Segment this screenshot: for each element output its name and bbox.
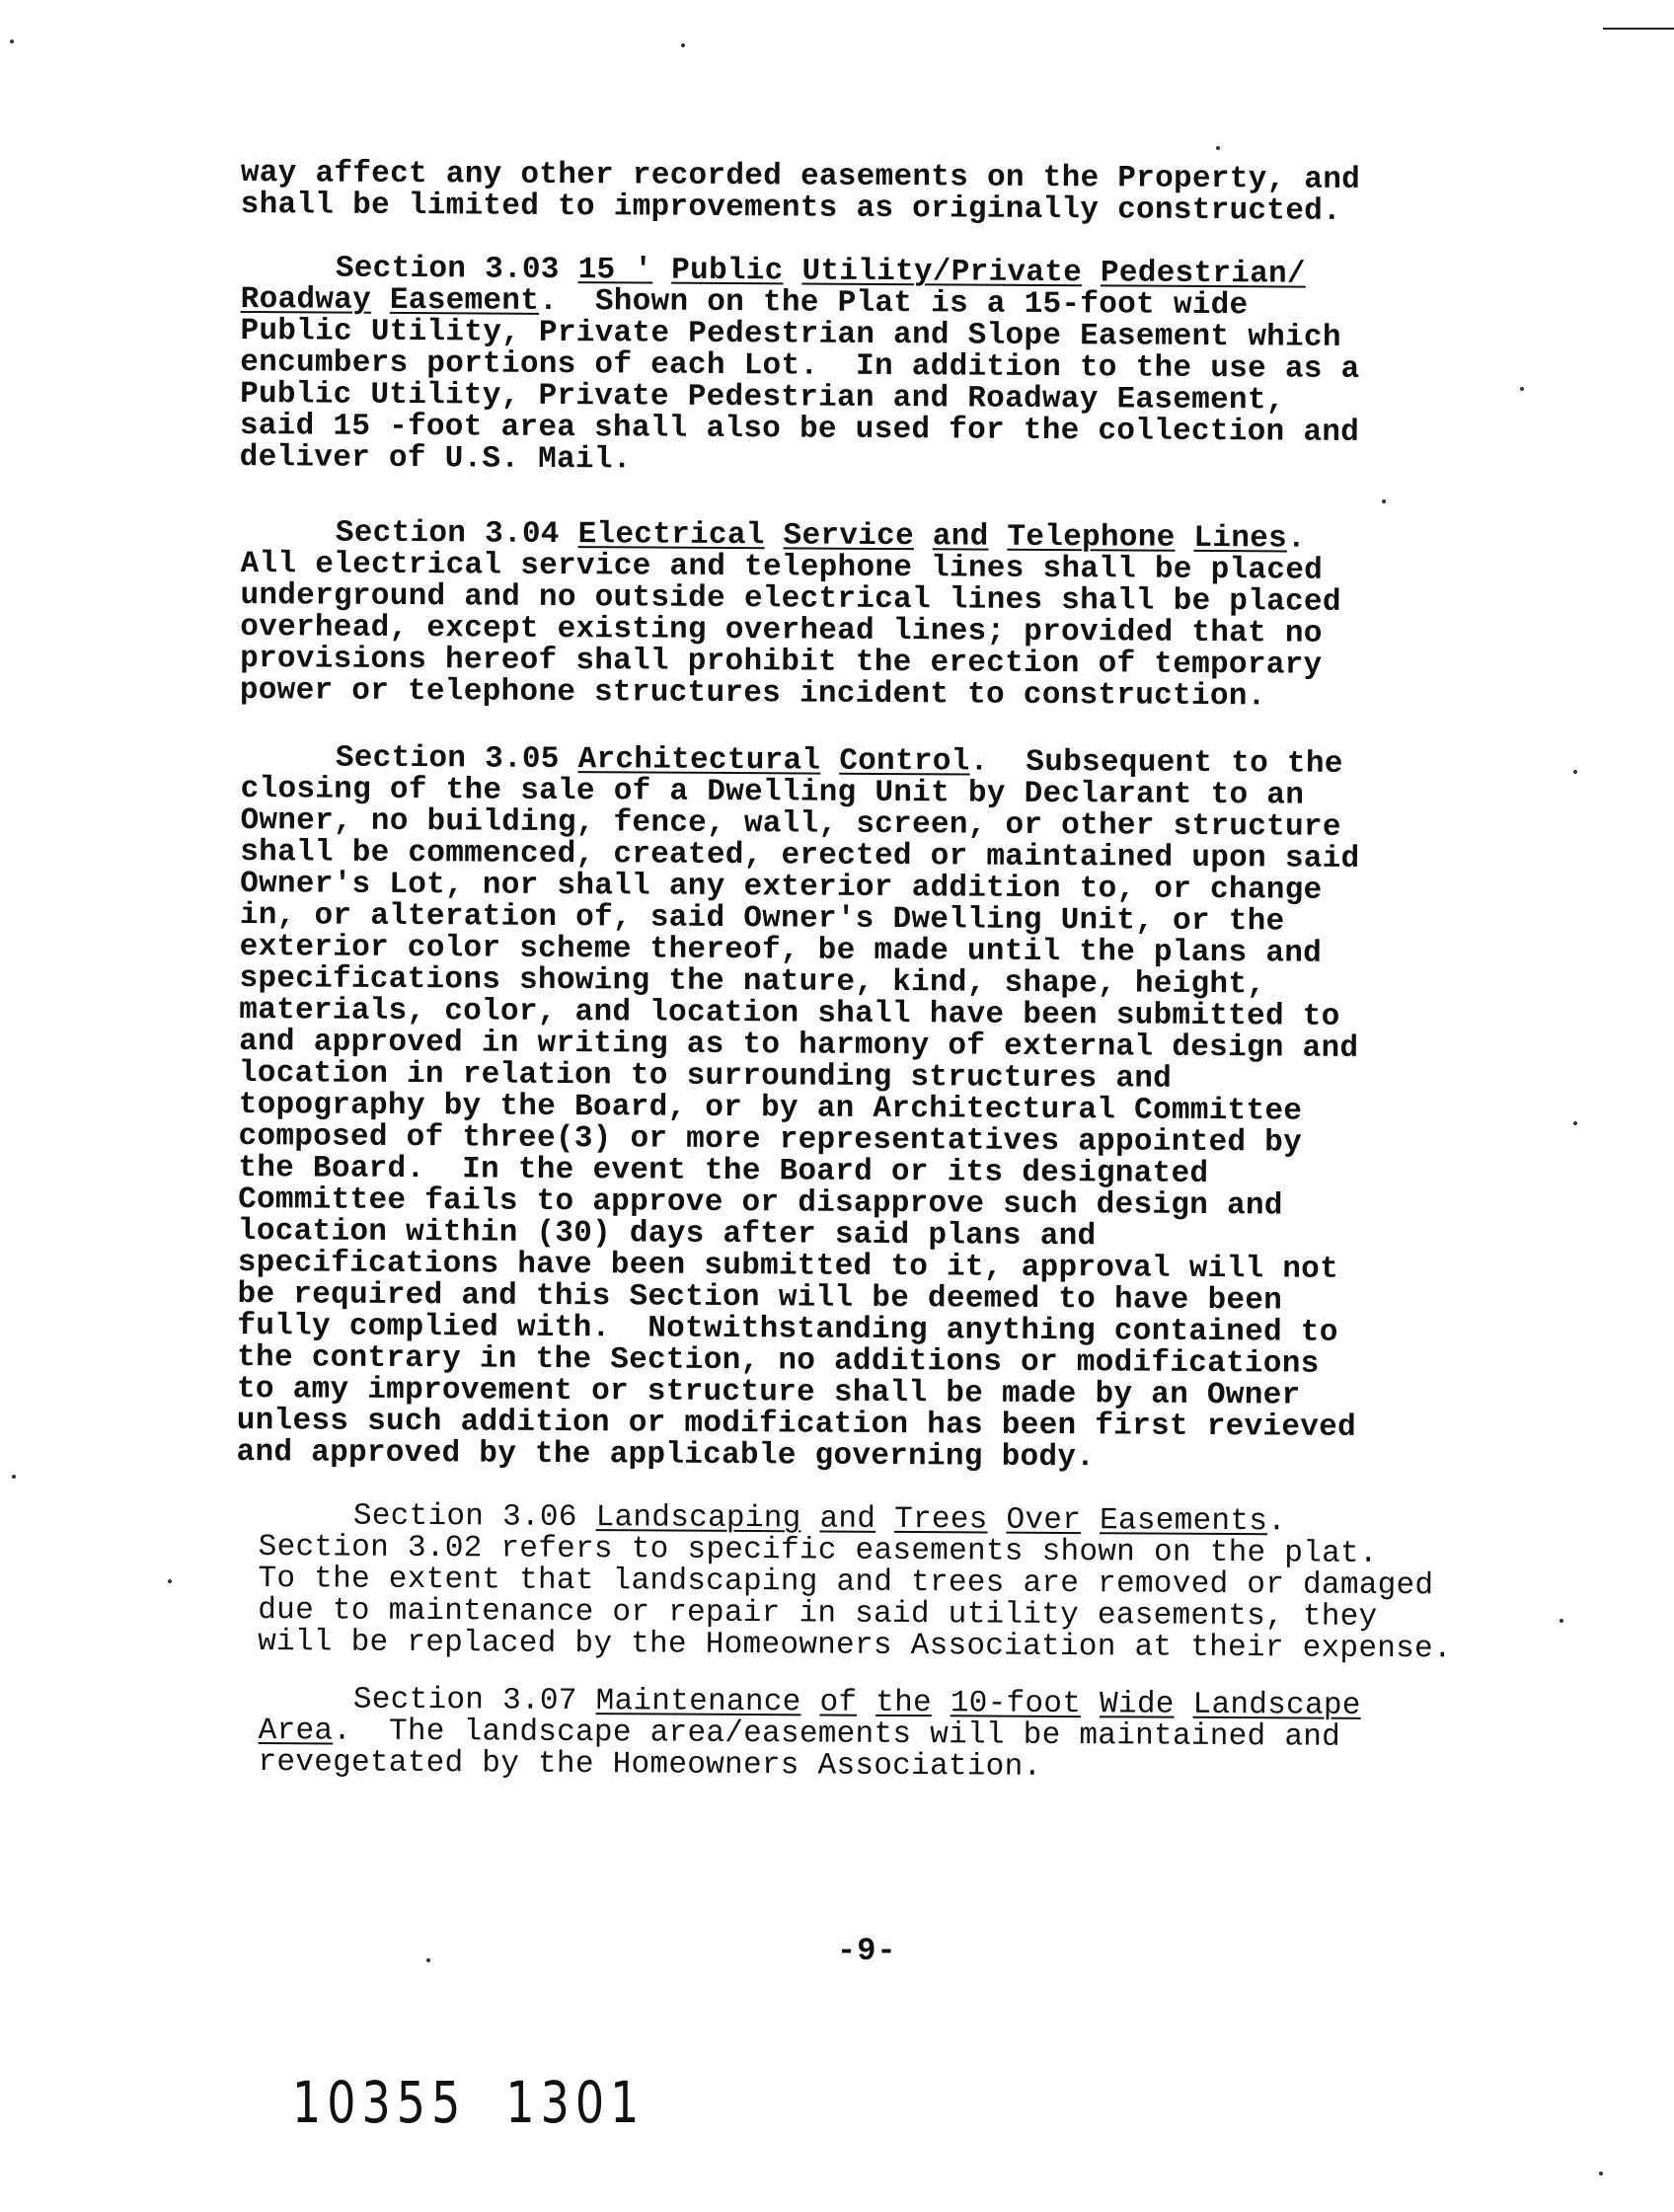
heading-word: Maintenance — [595, 1684, 801, 1720]
heading-word: and — [819, 1501, 876, 1537]
heading-word: Wide — [1099, 1687, 1175, 1722]
scan-speck — [1216, 146, 1220, 150]
scan-speck — [1520, 387, 1524, 391]
recording-page-number: 1301 — [505, 2069, 646, 2136]
body-line: unless such addition or modification has been first revieved — [236, 1403, 1357, 1445]
body-line: Committee fails to approve or disapprove such design and — [238, 1182, 1283, 1224]
book-number: 10355 — [292, 2069, 467, 2136]
scan-speck — [1382, 499, 1386, 503]
heading-word: Service — [783, 518, 915, 555]
page-number: -9- — [837, 1933, 897, 1969]
body-line: deliver of U.S. Mail. — [239, 439, 632, 478]
heading-word: Over — [1006, 1502, 1082, 1539]
scan-speck — [1560, 1619, 1563, 1623]
body-text: . Shown on the Plat is a 15-foot wide — [539, 283, 1249, 324]
scan-speck — [168, 1579, 172, 1583]
body-line: location in relation to surrounding structures and — [238, 1055, 1173, 1097]
heading-word: Control — [839, 743, 970, 780]
scan-speck — [426, 1958, 430, 1962]
body-line: closing of the sale of a Dwelling Unit by Declarant to an — [240, 771, 1305, 813]
body-line: said 15 -foot area shall also be used for the collection and — [239, 408, 1360, 450]
heading-word: Easement — [389, 282, 540, 319]
scan-speck — [12, 1475, 16, 1479]
body-line: topography by the Board, or by an Architectural Committee — [238, 1087, 1303, 1129]
body-line: exterior color scheme thereof, be made until the plans and — [239, 929, 1323, 971]
heading-word: 10-foot — [950, 1686, 1082, 1722]
section-3-04 — [240, 517, 1455, 715]
section-3-06 — [258, 1500, 1473, 1666]
body-line: in, or alteration of, said Owner's Dwelling Unit, or the — [239, 897, 1285, 940]
heading-word: Trees — [894, 1501, 988, 1538]
body-line: encumbers portions of each Lot. In addition to the use as a — [240, 344, 1360, 387]
body-line: the Board. In the event the Board or its designated — [238, 1150, 1209, 1191]
body-line: provisions hereof shall prohibit the erection of temporary — [240, 641, 1323, 683]
scan-speck — [1573, 1121, 1577, 1125]
body-line: Owner's Lot, nor shall any exterior addition to, or change — [240, 866, 1323, 908]
body-line: location within (30) days after said plans and — [237, 1213, 1097, 1255]
body-line: materials, color, and location shall have been submitted to — [239, 992, 1340, 1034]
section-prefix: Section 3.06 — [352, 1498, 577, 1535]
heading-end: . — [1286, 521, 1307, 557]
intro-paragraph — [241, 158, 1455, 229]
heading-word: Utility/Private — [801, 254, 1083, 291]
body-line: specifications showing the nature, kind, shape, height, — [239, 960, 1266, 1003]
body-line: revegetated by the Homeowners Association. — [258, 1744, 1042, 1785]
heading-word: Pedestrian/ — [1100, 256, 1306, 292]
recording-number — [292, 2069, 645, 2136]
body-line: Section 3.02 refers to specific easements shown on the plat. — [258, 1529, 1378, 1571]
body-line: due to maintenance or repair in said utility easements, they — [258, 1592, 1378, 1635]
section-3-03 — [240, 253, 1455, 482]
section-prefix: Section 3.03 — [335, 251, 560, 287]
body-line: Owner, no building, fence, wall, screen, or other structure — [240, 802, 1341, 845]
body-line: and approved by the applicable governing body. — [236, 1434, 1096, 1476]
top-edge-rule — [1603, 28, 1674, 30]
body-line: underground and no outside electrical lines shall be placed — [240, 577, 1341, 620]
heading-word: Easements — [1099, 1503, 1268, 1540]
heading-end: . — [1267, 1504, 1287, 1540]
heading-word: Public — [671, 253, 784, 289]
body-line: Public Utility, Private Pedestrian and Slope Easement which — [240, 313, 1341, 355]
scan-speck — [1599, 2172, 1603, 2175]
body-line: the contrary in the Section, no additions or modifications — [237, 1339, 1320, 1382]
heading-word: Roadway — [240, 281, 372, 318]
intro-line-2: shall be limited to improvements as originally constructed. — [240, 187, 1342, 229]
heading-word: 15 ' — [577, 253, 653, 288]
heading-word: Lines — [1193, 520, 1288, 557]
section-prefix: Section 3.04 — [335, 515, 560, 552]
body-line: specifications have been submitted to it, approval will not — [237, 1245, 1339, 1287]
heading-word: Landscaping — [595, 1500, 801, 1537]
body-line: overhead, except existing overhead lines; provided that no — [240, 609, 1323, 651]
body-line: fully complied with. Notwithstanding anything contained to — [237, 1308, 1338, 1350]
heading-word: and — [932, 519, 989, 555]
heading-word: Landscape — [1192, 1687, 1361, 1723]
body-line: and approved in writing as to harmony of external design and — [239, 1024, 1359, 1066]
section-3-07 — [258, 1684, 1473, 1787]
body-line: power or telephone structures incident to construction. — [239, 672, 1266, 715]
section-3-05 — [237, 742, 1455, 1476]
section-prefix: Section 3.07 — [352, 1682, 577, 1718]
body-line: All electrical service and telephone lines shall be placed — [240, 546, 1324, 588]
body-line: To the extent that landscaping and trees are removed or damaged — [258, 1561, 1434, 1604]
scan-speck — [681, 43, 685, 47]
heading-word: Electrical — [577, 517, 765, 554]
heading-word: Area — [258, 1713, 334, 1749]
body-line: Public Utility, Private Pedestrian and Roadway Easement, — [240, 376, 1285, 419]
section-prefix: Section 3.05 — [335, 740, 560, 777]
body-text: . Subsequent to the — [969, 744, 1343, 782]
body-line: to amy improvement or structure shall be made by an Owner — [236, 1371, 1301, 1413]
heading-word: the — [875, 1685, 933, 1721]
heading-word: Architectural — [577, 742, 821, 779]
body-line: composed of three(3) or more representatives appointed by — [238, 1118, 1303, 1161]
body-line: shall be commenced, created, erected or maintained upon said — [240, 834, 1360, 877]
heading-word: of — [819, 1685, 858, 1720]
body-line: be required and this Section will be deemed to have been — [237, 1276, 1283, 1319]
body-text: . The landscape area/easements will be maintained and — [333, 1714, 1341, 1755]
scan-speck — [10, 39, 14, 43]
body-line: will be replaced by the Homeowners Association at their expense. — [258, 1624, 1453, 1667]
scan-speck — [1573, 770, 1577, 774]
intro-line-1: way affect any other recorded easements on the Property, and — [240, 156, 1361, 197]
heading-word: Telephone — [1007, 519, 1176, 556]
